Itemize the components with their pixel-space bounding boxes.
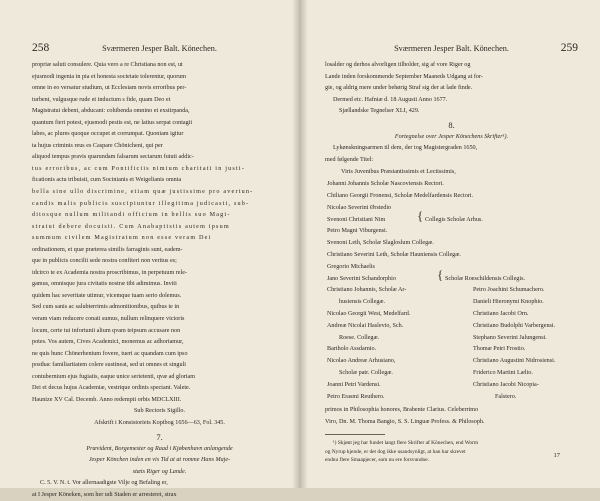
running-title-right: Sværmeren Jesper Balt. Könechen.	[394, 44, 509, 53]
text-line: gie, og aldrig mere under behørig Straf sig der at lade finde.	[325, 85, 473, 92]
text-line: summum civilem Magistratum non esse veram Dei	[32, 235, 212, 242]
text-line: propriæ saluti consulere. Quia vero a re Christiana non est, ut	[32, 62, 183, 68]
text-line: ordinationem, et quæ præterea similis farraginis sunt, eadem-	[32, 246, 183, 253]
list-item: Joanni Petri Vardensi. Christiano Jacobi Nicopia-	[327, 381, 539, 388]
text-line: candis malis publicis suscipiuntur illegitima judicasti, sub-	[32, 200, 250, 207]
section-title-line: stæts Riger og Lande.	[132, 468, 187, 475]
list-item: Jano Severini Schandorphio { Scholæ Roeschildensis Collegis.	[327, 266, 525, 282]
brace-glyph: {	[437, 266, 444, 282]
list-item: Andreæ Nicolai Haslevio, Sch. Christiano Budolphi Varbergensi.	[327, 322, 556, 329]
text-line: posthac familiaritatem colere sustineat, sed ut omnes et singuli	[32, 362, 186, 369]
text-line: quidem hac severitate utimur, vicemque tuam serio dolemus.	[32, 292, 182, 299]
text-line: ne quis hunc Chönerhenium fovere, tueri ac quandam cum ipso	[32, 350, 188, 357]
list-item: Svenoni Christiani Nim { Collegis Scholæ Arhus.	[327, 207, 483, 223]
brace-glyph: {	[417, 207, 424, 223]
list-item: Chiliano Georgii Fronensi, Scholæ Medelfardensis Rectori.	[327, 192, 474, 199]
page-number-left: 258	[32, 42, 50, 54]
list-item: Nicolao Severini Ørstedio	[327, 204, 392, 211]
left-body-text	[32, 60, 287, 501]
text-line: Sed cum sanis ac salubterrimis admonitionibus, quibus te in	[32, 304, 180, 311]
text-line: potes. Vos autem, Cives Academici, monemus ac adhortamur,	[32, 339, 184, 346]
list-item: Viris Juvenibus Præstantissimis et Lectissimis,	[341, 169, 456, 176]
footnote-line: ¹) Skjønt jeg har fundet langt flere Skrifter af Könechen, end Worm	[333, 440, 479, 447]
dedicatee-list	[325, 169, 578, 405]
list-item: Scholæ patr. Collegæ. Friderico Martini Lælio.	[339, 369, 533, 376]
text-line: quantum fieri potest, ejusmodi pestis est, ne latius serpat contagii	[32, 119, 193, 126]
list-item: Christiano Johannis, Scholæ Ar- Petro Joachini Schumachero.	[327, 287, 545, 294]
sub-sign: Sub Rectoris Sigillo.	[133, 408, 185, 415]
footnote-rule	[325, 434, 385, 435]
text-line: ta hujus criminis reus es Caspare Chönicheni, qui per	[32, 142, 163, 149]
signature-mark: 17	[553, 452, 560, 459]
source-reference: Sjællandske Tegnelser XLI, 429.	[339, 108, 420, 115]
text-line: gamus, omnisque jura civitatis nostræ tibi adimimus. Inviti	[32, 281, 177, 288]
right-page	[300, 0, 600, 488]
section-number: 7.	[156, 431, 163, 442]
page-number-right: 259	[560, 42, 578, 54]
text-line: contubernium ejus fugiatis, eaque unice serietenti, qvæ ad gloriam	[32, 373, 196, 380]
list-item: husiensis Collegæ. Danieli Hieronymi Knophio.	[339, 299, 544, 306]
text-line: locum, certe tui infortunii alium qvam teipsum accusare non	[32, 327, 181, 334]
list-item: Bartholo Assdarnio. Thomæ Petri Frostio.	[327, 346, 526, 353]
list-item: Petro Magni Viburgensi.	[327, 228, 388, 235]
running-title-left: Sværmeren Jesper Balt. Könechen.	[102, 44, 217, 53]
text-line: losalder og derhos alvorligen tilholder, sig af vore Riger og	[325, 62, 471, 68]
text-line: idcirco te ex Academia nostra proscribimus, in perpetuum rele-	[32, 269, 187, 276]
list-item: Svenoni Leth, Scholæ Slagloslum Collegæ.	[327, 240, 434, 247]
text-line: Haunize XV Cal. Decemb. Anno redempti orbis MDCLXIII.	[32, 396, 182, 403]
section-title: Fortegnelse over Jesper Könechens Skrifter¹).	[394, 133, 509, 140]
text-line: med følgende Titel:	[325, 156, 374, 163]
section-number: 8.	[448, 119, 455, 130]
text-line: Lande inden forskommende September Maaneds Udgang at for-	[325, 73, 483, 80]
text-line: ditosque nullum militandi officium in bellis suo Magi-	[32, 212, 231, 219]
list-item: Christiano Severini Leth, Scholæ Hauniensis Collegæ.	[327, 251, 461, 258]
text-line: omne in eo versatur studium, ut Ecclesiam novis erroribus per-	[32, 85, 187, 92]
book-gutter	[292, 0, 308, 488]
list-item: Gregorio Michaelis	[327, 263, 375, 270]
section-title-line: Jesper Könchen inden en vis Tid at at romme Hans Maje-	[88, 457, 231, 464]
right-running-head	[325, 42, 578, 56]
text-line: Dermed etc. Hafniæ d. 18 Augusti Anno 1677.	[333, 96, 448, 103]
list-item: Petro Erasmi Reuthero. Falstero.	[327, 393, 517, 400]
text-line: stratui debere docuisti. Cum Anabaptistis autem ipsum	[32, 223, 230, 230]
text-line: ficationis actu tribuisti, cum Socinianis et Weigelianis omnia	[32, 177, 182, 184]
text-line: Dei et decus hujus Academiæ, vestrique ordinis spectant. Valete.	[32, 385, 191, 392]
text-line: Lykønskningsarmen til dem, der tog Magistergraden 1650,	[333, 145, 478, 152]
text-line: ejusmodi ingenia in pia et honesta societate tolerentur, quorum	[32, 73, 187, 80]
right-closing-text	[325, 405, 578, 428]
text-line: at I Jesper Köneken, som her udi Staden er arresteret, strax	[32, 491, 177, 498]
footnote	[325, 439, 578, 465]
footnote-line: endnu flere Smaapjecer, som nu ere forsvundne.	[325, 457, 429, 464]
text-line: turbent, vulgusque rude et inductum s fide, quam Deo et	[32, 96, 171, 103]
footnote-line: og Nyrup kjende, er det dog ikke usandsynligt, at han har skrevet	[325, 448, 466, 455]
left-running-head	[32, 42, 287, 56]
text-line: aliquod tempus pravis quarundam falsarum sectarum fututi addic-	[32, 154, 194, 161]
text-line: veram viam reducere conati sumus, nullum relinquere victoris	[32, 316, 185, 323]
text-line: tus erroribus, ac cum Pontificiis nimium charitati in justi-	[32, 165, 246, 172]
text-line: bella sine ullo discrimine, etiam quæ justissime pro avertun-	[32, 189, 254, 196]
source-reference: Afskrift i Konsistoriets Kopibog 1656—63, Fol. 345.	[94, 419, 225, 426]
text-line: primos in Philosophia honores, Brabente Clarius. Celeberrimo	[325, 407, 479, 414]
text-line: labes, ac plures quoque occupet et corrumpat. Quoniam igitur	[32, 131, 184, 138]
list-item: Johanni Johannis Scholæ Nascoviensis Rectori.	[327, 181, 444, 188]
list-item: Roese. Collegæ. Stephano Severini Jalungensi.	[339, 334, 547, 341]
right-body-text	[325, 60, 578, 166]
text-line: que in publicis concilii sede nostra confiteri non veritus es;	[32, 258, 177, 265]
list-item: Nicolao Georgii West, Medelfard. Christiano Jacobi Orn.	[327, 310, 529, 317]
text-line: Viro, Dn. M. Thoma Bangio, S. S. Linguæ Profess. & Philosoph.	[325, 418, 485, 425]
left-page	[0, 0, 300, 498]
list-item: Nicolao Andreæ Arhusiano, Christiano Augustini Nidrosiensi.	[327, 358, 556, 365]
text-line: Magistratui debent, abducant: cohibenda omnino et exstirpanda,	[32, 108, 190, 115]
text-line: C. 5. V. N. t. Vor allernaadigste Vilje og Befaling er,	[40, 480, 168, 487]
section-title-line: Prævident, Borgemester og Raad i Kjøbenhavn anlangende	[86, 445, 233, 452]
